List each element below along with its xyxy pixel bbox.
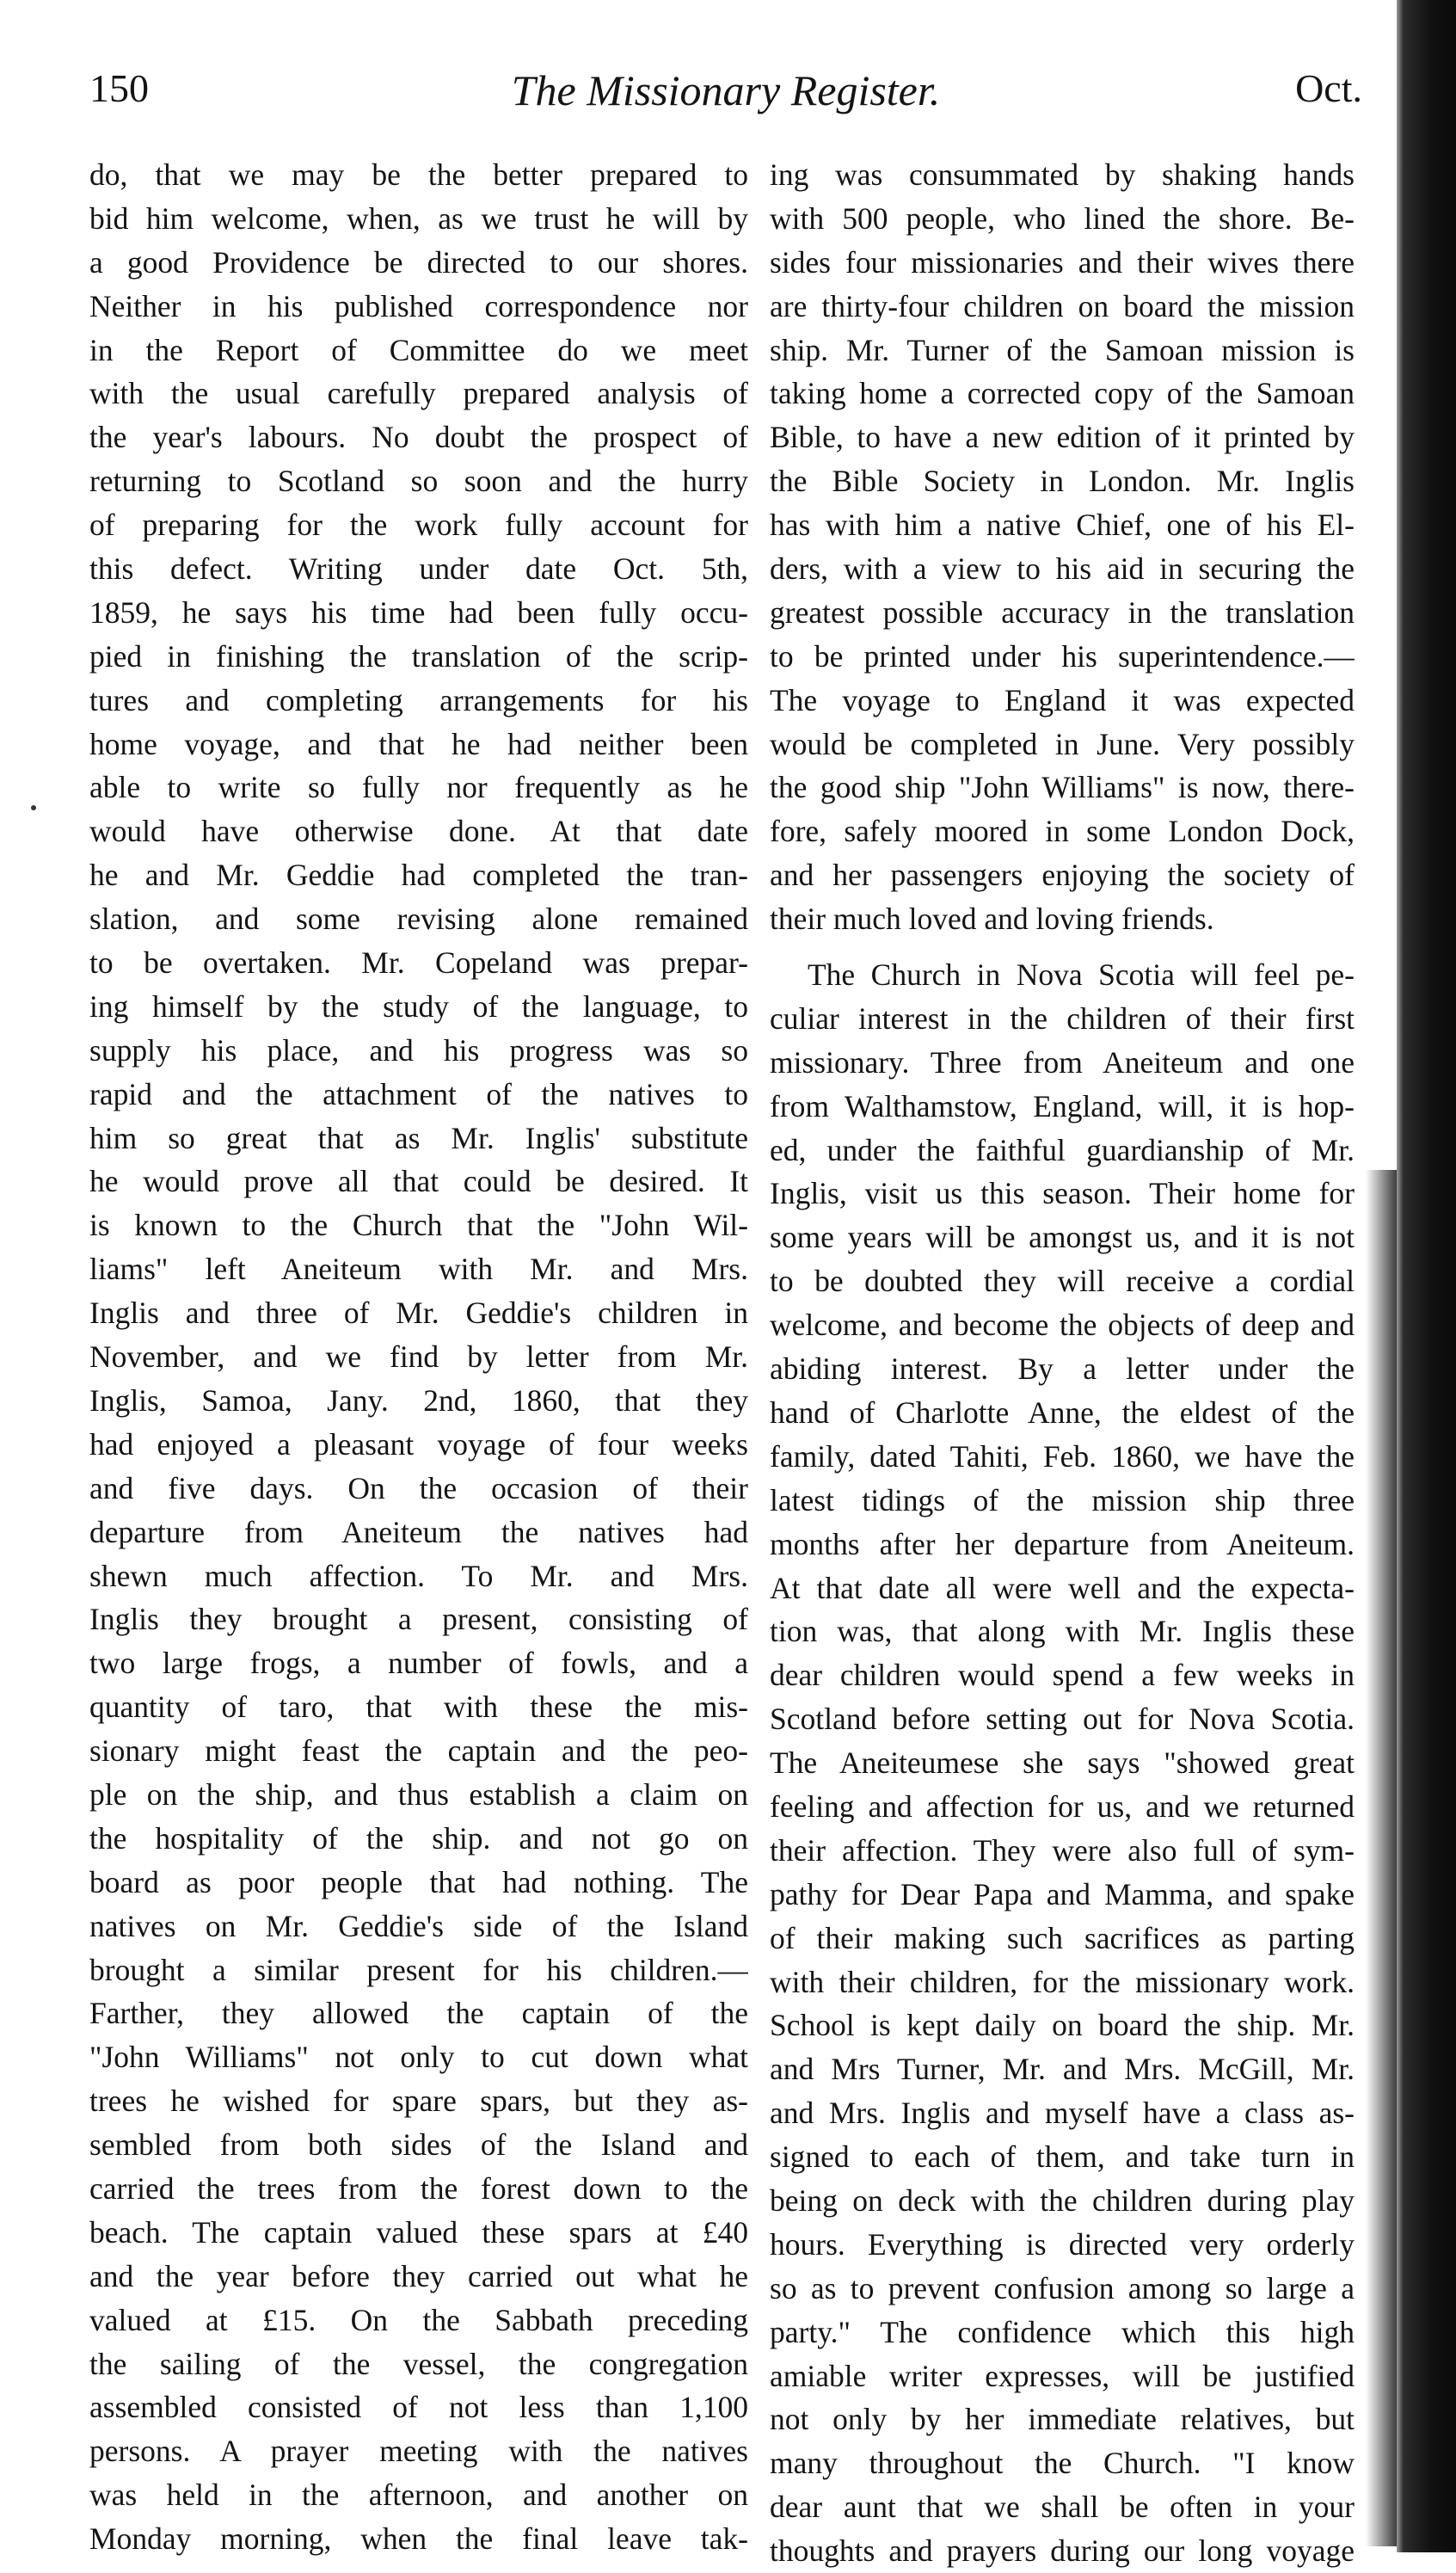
text-line: tures and completing arrangements for his [89,682,748,717]
right-column [770,153,1355,2573]
text-line: would be completed in June. Very possibly [770,726,1355,761]
text-line: ed, under the faithful guardianship of Mr. [770,1132,1355,1167]
text-line: 1859, he says his time had been fully occu- [89,594,748,630]
text-line: in the Report of Committee do we meet [89,332,748,367]
text-line: quantity of taro, that with these the mis- [89,1690,748,1725]
text-line: School is kept daily on board the ship. Mr. [770,2008,1355,2043]
text-line: departure from Aneiteum the natives had [89,1514,748,1549]
text-line: and the year before they carried out what he [89,2258,748,2293]
text-line: is known to the Church that the "John Wil- [89,1208,748,1243]
text-line: not only by her immediate relatives, but [770,2402,1355,2437]
text-line: dear children would spend a few weeks in [770,1658,1355,1693]
text-line: ing was consummated by shaking hands [770,157,1355,192]
left-column [89,153,748,2561]
text-line: signed to each of them, and take turn in [770,2139,1355,2175]
text-line: the good ship "John Williams" is now, there- [770,770,1355,805]
text-line: able to write so fully nor frequently as he [89,770,748,805]
text-line: natives on Mr. Geddie's side of the Island [89,1908,748,1943]
text-line: the Bible Society in London. Mr. Inglis [770,464,1355,499]
paragraph-voyage-arrival [770,153,1355,941]
text-line: hours. Everything is directed very orderly [770,2226,1355,2262]
text-line: rapid and the attachment of the natives to [89,1076,748,1111]
text-line: party." The confidence which this high [770,2314,1355,2349]
text-line: beach. The captain valued these spars at £40 [89,2214,748,2250]
text-line: welcome, and become the objects of deep and [770,1308,1355,1343]
text-line: some years will be amongst us, and it is not [770,1220,1355,1255]
text-line: pied in finishing the translation of the scrip- [89,638,748,674]
binding-shadow [1397,0,1456,2552]
text-line: Inglis they brought a present, consisting of [89,1602,748,1637]
text-line: of their making such sacrifices as parting [770,1920,1355,1955]
text-line: The voyage to England it was expected [770,682,1355,717]
text-line: sionary might feast the captain and the peo- [89,1733,748,1769]
text-line: with the usual carefully prepared analysis of [89,376,748,411]
text-line: amiable writer expresses, will be justified [770,2358,1355,2393]
text-line: The Church in Nova Scotia will feel pe- [808,957,1355,993]
text-line: taking home a corrected copy of the Samoan [770,376,1355,411]
paragraph-children [770,953,1355,2573]
text-line: would have otherwise done. At that date [89,814,748,849]
page-month: Oct. [1295,66,1362,110]
text-line: sembled from both sides of the Island and [89,2127,748,2163]
text-line: the sailing of the vessel, the congregation [89,2346,748,2381]
text-line: Inglis, Samoa, Jany. 2nd, 1860, that they [89,1382,748,1418]
text-line: ship. Mr. Turner of the Samoan mission is [770,332,1355,367]
text-line: Inglis and three of Mr. Geddie's children in [89,1296,748,1331]
text-line: two large frogs, a number of fowls, and a [89,1646,748,1681]
text-line: are thirty-four children on board the mission [770,288,1355,323]
text-line: feeling and affection for us, and we returned [770,1788,1355,1824]
running-title: The Missionary Register. [511,66,941,114]
margin-speck [31,805,36,810]
text-line: and Mrs Turner, Mr. and Mrs. McGill, Mr. [770,2052,1355,2087]
text-line: shewn much affection. To Mr. and Mrs. [89,1558,748,1593]
text-line: this defect. Writing under date Oct. 5th, [89,551,748,587]
page-number: 150 [89,66,149,110]
text-line: assembled consisted of not less than 1,100 [89,2390,748,2425]
text-line: and her passengers enjoying the society of [770,858,1355,893]
text-line: he and Mr. Geddie had completed the tran- [89,858,748,893]
text-line: thoughts and prayers during our long voyage [770,2533,1355,2569]
text-line: liams" left Aneiteum with Mr. and Mrs. [89,1252,748,1287]
text-line: Bible, to have a new edition of it printed by [770,420,1355,455]
text-line: Monday morning, when the final leave tak- [89,2521,748,2557]
text-line: to be doubted they will receive a cordial [770,1264,1355,1299]
text-line: trees he wished for spare spars, but they as- [89,2084,748,2119]
page-header [89,60,1362,120]
text-line: brought a similar present for his children.— [89,1952,748,1987]
text-line: with 500 people, who lined the shore. Be- [770,200,1355,236]
text-line: had enjoyed a pleasant voyage of four weeks [89,1426,748,1462]
text-line: of preparing for the work fully account for [89,508,748,543]
text-line: the year's labours. No doubt the prospect of [89,420,748,455]
text-line: The Aneiteumese she says "showed great [770,1745,1355,1781]
paragraph-gap [770,941,1355,953]
text-line: November, and we find by letter from Mr. [89,1339,748,1375]
text-line: culiar interest in the children of their first [770,1000,1355,1036]
text-line: abiding interest. By a letter under the [770,1351,1355,1387]
text-line: many throughout the Church. "I know [770,2446,1355,2481]
text-line: valued at £15. On the Sabbath preceding [89,2302,748,2337]
text-line: the hospitality of the ship. and not go on [89,1820,748,1856]
text-line: home voyage, and that he had neither been [89,726,748,761]
text-line: latest tidings of the mission ship three [770,1482,1355,1517]
text-line: family, dated Tahiti, Feb. 1860, we have the [770,1438,1355,1474]
text-line: so as to prevent confusion among so large a [770,2270,1355,2305]
text-line: and Mrs. Inglis and myself have a class as- [770,2096,1355,2131]
text-line: a good Providence be directed to our shores. [89,244,748,280]
text-line: with their children, for the missionary work. [770,1964,1355,1999]
text-line: tion was, that along with Mr. Inglis these [770,1614,1355,1649]
text-line: Scotland before setting out for Nova Scotia. [770,1702,1355,1737]
text-line: missionary. Three from Aneiteum and one [770,1044,1355,1080]
text-line: greatest possible accuracy in the translation [770,594,1355,630]
text-line: hand of Charlotte Anne, the eldest of the [770,1394,1355,1430]
text-line: sides four missionaries and their wives there [770,244,1355,280]
text-line: pathy for Dear Papa and Mamma, and spake [770,1876,1355,1911]
binding-shadow-inner [1366,1170,1400,2546]
text-line: fore, safely moored in some London Dock, [770,814,1355,849]
text-line: returning to Scotland so soon and the hurry [89,464,748,499]
text-line: from Walthamstow, England, will, it is hop- [770,1088,1355,1123]
text-line: Inglis, visit us this season. Their home for [770,1176,1355,1211]
text-line: "John Williams" not only to cut down what [89,2040,748,2075]
text-line: board as poor people that had nothing. The [89,1864,748,1899]
text-line: to be overtaken. Mr. Copeland was prepar- [89,945,748,981]
text-line: dear aunt that we shall be often in your [770,2490,1355,2525]
text-line: their much loved and loving friends. [770,902,1214,937]
text-line: ing himself by the study of the language, to [89,988,748,1024]
text-line: supply his place, and his progress was so [89,1032,748,1068]
text-line: carried the trees from the forest down to the [89,2170,748,2206]
text-line: slation, and some revising alone remained [89,902,748,937]
text-line: do, that we may be the better prepared to [89,157,748,192]
text-line: was held in the afternoon, and another on [89,2478,748,2513]
text-line: their affection. They were also full of sym- [770,1832,1355,1868]
text-line: Farther, they allowed the captain of the [89,1996,748,2031]
text-line: ders, with a view to his aid in securing the [770,551,1355,587]
text-line: being on deck with the children during play [770,2182,1355,2218]
text-line: months after her departure from Aneiteum. [770,1526,1355,1561]
text-line: persons. A prayer meeting with the natives [89,2434,748,2469]
text-line: Neither in his published correspondence nor [89,288,748,323]
text-line: him so great that as Mr. Inglis' substitute [89,1120,748,1155]
text-line: he would prove all that could be desired. It [89,1164,748,1199]
text-line: to be printed under his superintendence.— [770,638,1355,674]
text-line: bid him welcome, when, as we trust he will by [89,200,748,236]
text-line: and five days. On the occasion of their [89,1470,748,1505]
text-line: ple on the ship, and thus establish a claim on [89,1776,748,1812]
text-line: At that date all were well and the expecta- [770,1570,1355,1605]
text-line: has with him a native Chief, one of his El- [770,508,1355,543]
